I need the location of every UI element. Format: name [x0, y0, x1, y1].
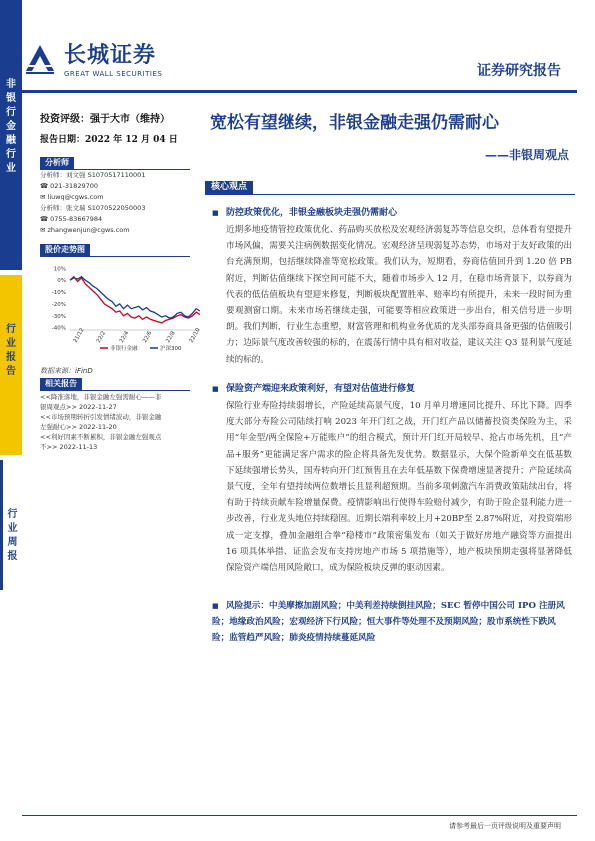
stock-price-chart [40, 258, 205, 358]
sidebar-weekly-label [0, 460, 22, 590]
risk-text: 风险提示：中美摩擦加剧风险；中美利差持续倒挂风险；SEC 暂停中国公司 IPO 注册风险；地缘政治风险；宏观经济下行风险；恒大事件等处理不及预期风险；股市系统性下跌风险；监管趋严风险；肺炎疫情持续蔓延风险 [212, 601, 565, 643]
sidebar-char: 业 [7, 523, 18, 534]
sidebar-char: 行 [7, 509, 18, 520]
sidebar-char: 业 [6, 163, 16, 174]
core-view-label: 核心观点 [205, 181, 253, 194]
y-tick-label: -30% [51, 313, 66, 320]
sidebar-char: 周 [7, 537, 18, 548]
investment-rating: 投资评级：强于大市（维持） [40, 114, 170, 125]
page-title: 宽松有望继续，非银金融走强仍需耐心 [210, 113, 499, 133]
related-report-link[interactable]: <<降准落地，非银金融左强需耐心——非 [40, 393, 162, 401]
section-paragraph: 近期多地疫情管控政策优化、药品购买放松及宏观经济弱复苏等信息交织，总体看有望提升市场风偏，需要关注病例数据变化情况。宏观经济呈现弱复苏态势，市场对于友好政策的出台充满预期，包括继续降准等宽松政策。我们认为，短期看，券商估值回升到 1.20 倍 PB 附近，判断估值继续下探空间可能不大，随着市场步入 12 月，在稳市场背景下，以券商为代表的低估值板块有望迎来修复，判断板块配置胜率、赔率均有所提升，未来一段时间为重要观测窗口期。未来市场若继续走强，可能要等相应政策进一步出台，相关信号进一步明朗。我们判断，行业生态重塑，财富管理和机构业务优质的龙头部券商具备更强的估值吸引力；边际景气度改善较强的标的，在震荡行情中具有相对收益，建议关注 Q3 显利景气度延续的标的。 [226, 225, 572, 365]
footer-divider [22, 815, 577, 816]
great-wall-logo-icon [22, 41, 58, 75]
logo-english-name: GREAT WALL SECURITIES [64, 70, 163, 78]
analyst-phone: ☎ 0755-83667984 [40, 215, 103, 223]
left-sidebar [0, 0, 22, 841]
core-view-rule [205, 194, 575, 195]
sidebar-char: 业 [6, 338, 16, 349]
section-heading: ■ 防控政策优化，非银金融板块走强仍需耐心 [212, 205, 397, 218]
sidebar-char: 报 [6, 352, 16, 363]
sidebar-char: 告 [6, 366, 16, 377]
sidebar-char: 金 [6, 121, 16, 132]
footer-disclaimer: 请参考最后一页评级说明及重要声明 [449, 822, 561, 830]
analysts-info [40, 170, 205, 236]
related-reports-list [40, 392, 200, 452]
section-heading: ■ 保险资产端迎来政策利好，有望对估值进行修复 [212, 381, 415, 394]
sidebar-char: 行 [6, 107, 16, 118]
page-subtitle: ——非银周观点 [484, 148, 569, 162]
related-report-link[interactable]: 不>> 2022-11-13 [40, 443, 98, 451]
chart-section-label: 股价走势图 [40, 244, 90, 256]
sidebar-char: 非 [6, 79, 16, 90]
data-source: 数据来源：iFinD [40, 367, 93, 375]
y-tick-label: 0% [57, 278, 66, 285]
y-tick-label: -10% [51, 290, 66, 297]
x-tick-label: 21/12 [72, 327, 86, 344]
related-report-link[interactable]: 银周观点>> 2022-11-27 [40, 403, 117, 411]
x-tick-label: 22/2 [95, 330, 108, 344]
report-date: 报告日期：2022 年 12 月 04 日 [40, 135, 178, 145]
analyst-line: 分析师：刘文强 S1070517110001 [40, 171, 146, 179]
y-tick-label: -40% [51, 325, 66, 332]
x-tick-label: 22/4 [118, 330, 131, 344]
analyst-email[interactable]: ✉ zhangwenjun@cgws.com [40, 226, 130, 234]
legend-label: 沪深300 [160, 346, 182, 352]
related-rule [40, 390, 190, 391]
header-divider [22, 90, 577, 93]
sidebar-char: 银 [6, 93, 16, 104]
x-tick-label: 22/6 [142, 330, 154, 344]
y-tick-label: 10% [53, 266, 66, 273]
x-tick-label: 22/8 [165, 330, 177, 344]
chart-rule [40, 256, 190, 257]
sidebar-char: 行 [6, 324, 16, 335]
analysts-section-label: 分析师 [40, 157, 74, 169]
related-report-link[interactable]: 左强耐心>> 2022-11-20 [40, 423, 117, 431]
legend-label: 非银行金融 [110, 346, 138, 352]
logo-chinese-name: 长城证券 [64, 42, 157, 68]
sidebar-char: 行 [6, 149, 16, 160]
analyst-line: 分析师：张文瑞 S1070522050003 [40, 204, 146, 212]
series-line-csi300 [70, 277, 200, 318]
section-paragraph: 保险行业寿险持续弱增长，产险延续高景气度，10 月单月增速同比提升、环比下降。四季度大部分寿险公司陆续打响 2023 年开门红之战，开门红产品以储蓄投资类保险为主，采用“年金型/两全保险+万能账户”的组合模式，预计开门红开局较早、抢占市场先机，且“产品+服务”更能满足客户需求的险企将具备先发优势。数据显示，大保个险新单交在低基数下延续强增长势头，国寿转向开门红预售且在去年低基数下保费增速显著提升；产险延续高景气度，全年有望持续两位数增长且显利超预期。当前多项刺激汽车消费政策陆续出台，将有助于持续贡献车险增量保费。疫情影响出行使得车险赔付减少，有助于险企显利能力进一步改善，行业龙头地位持续稳固。近期长端利率较上月+20BP至 2.87%附近，对投资端形成一定支撑，叠加金融组合拳“稳楼市”政策密集发布（如关于做好房地产融资等方面提出 16 项具体举措、证监会发布支持房地产市场 5 项措施等），地产板块预期走强将显著降低保险资产端信用风险敞口，成为保险板块反弹的驱动因素。 [226, 401, 572, 574]
bullet-square-icon: ■ [212, 601, 219, 610]
x-tick-label: 22/10 [188, 327, 202, 344]
analyst-email[interactable]: ✉ liuwq@cgws.com [40, 193, 104, 201]
company-logo [22, 38, 162, 78]
risk-warning [212, 598, 572, 646]
sidebar-industry-label [0, 0, 22, 270]
sidebar-char: 报 [7, 551, 18, 562]
related-reports-label: 相关报告 [40, 378, 82, 390]
related-report-link[interactable]: <<利好因素不断累积，非银金融左强观点 [40, 433, 162, 441]
report-type: 证券研究报告 [477, 63, 561, 79]
related-report-link[interactable]: <<市场预期转折引发情绪波动，非银金融 [40, 413, 162, 421]
sidebar-report-type-label [0, 275, 22, 455]
sidebar-char: 融 [6, 135, 16, 146]
analyst-phone: ☎ 021-31829700 [40, 182, 98, 190]
y-tick-label: -20% [51, 301, 66, 308]
